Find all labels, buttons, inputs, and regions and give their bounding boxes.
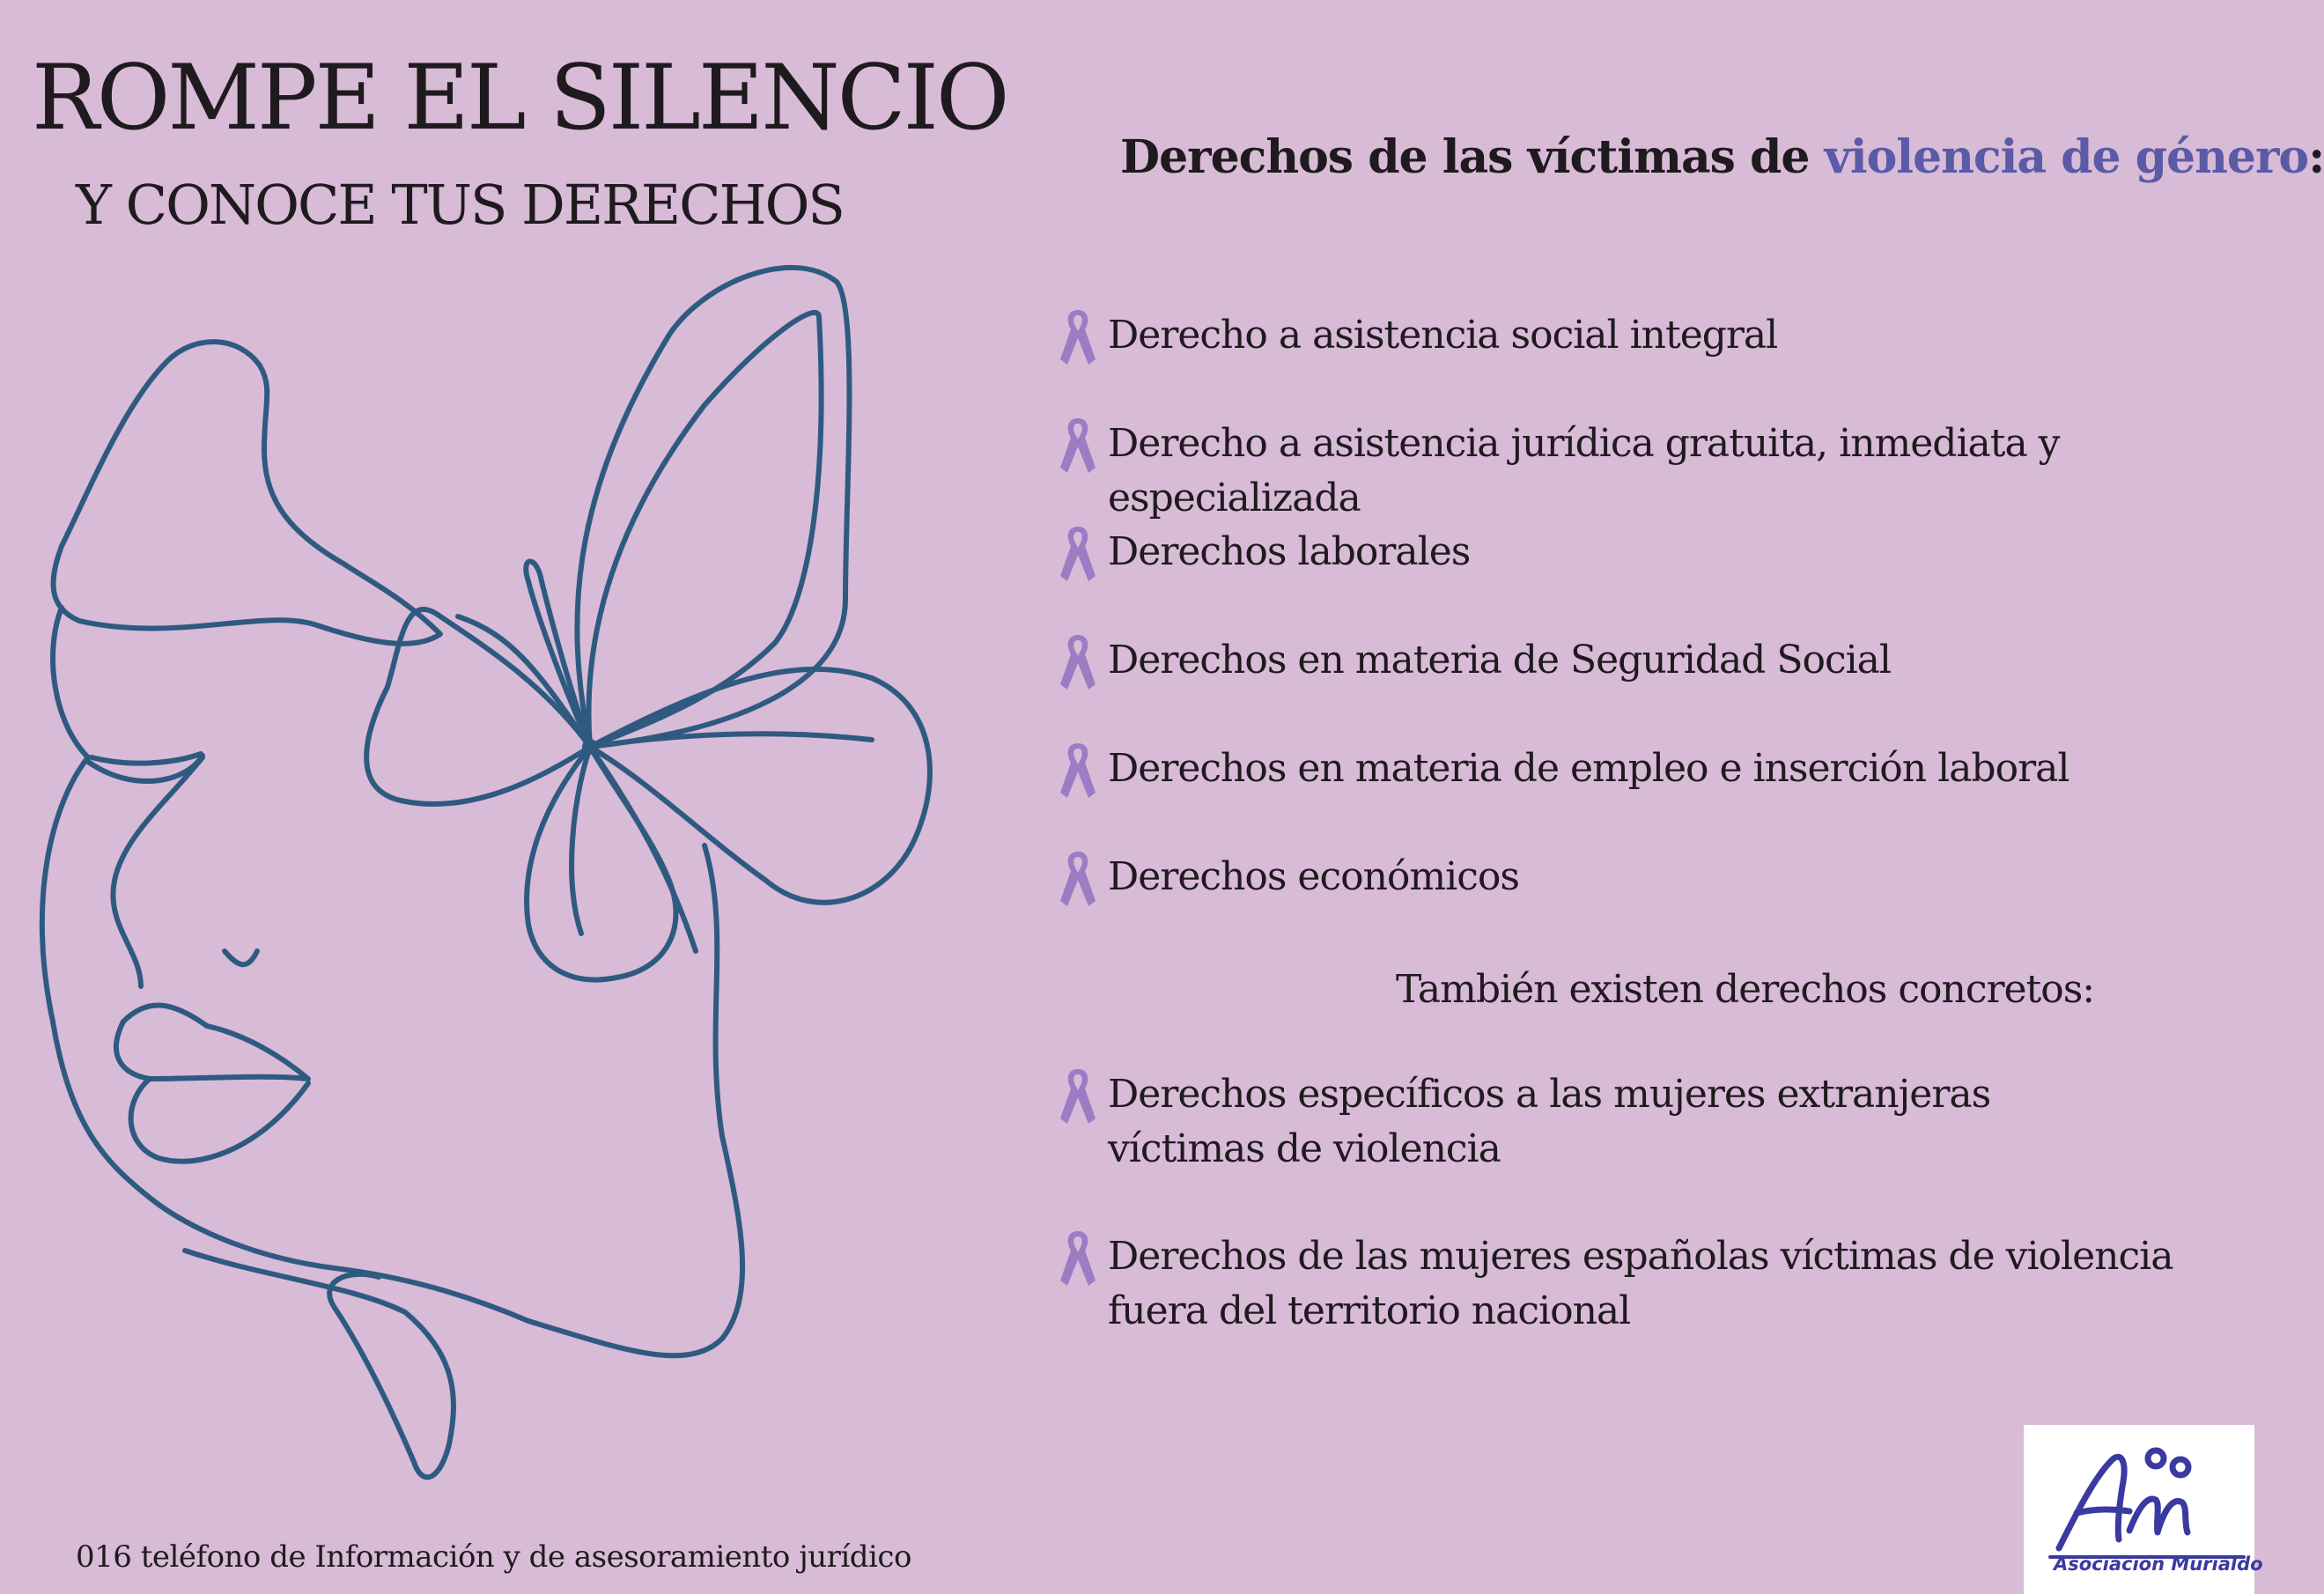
face-butterfly-line-art	[0, 229, 969, 1532]
list-item	[1057, 742, 2069, 803]
right-item-text: Derecho a asistencia jurídica gratuita, inmediata y especializada	[1108, 421, 2060, 520]
specific-right-text: Derechos específicos a las mujeres extranjeras víctimas de violencia	[1108, 1072, 1991, 1171]
list-item	[1057, 1067, 1990, 1177]
awareness-ribbon-icon	[1057, 848, 1099, 911]
right-item-text: Derecho a asistencia social integral	[1108, 313, 1778, 358]
awareness-ribbon-icon	[1057, 415, 1099, 478]
list-item	[1057, 525, 1470, 587]
rights-heading-highlight: violencia de género	[1824, 130, 2309, 184]
awareness-ribbon-icon	[1057, 631, 1099, 695]
poster-subtitle: Y CONOCE TUS DERECHOS	[76, 173, 844, 237]
also-label: También existen derechos concretos:	[1396, 967, 2095, 1012]
awareness-ribbon-icon	[1057, 1228, 1099, 1291]
rights-heading	[1120, 130, 2324, 184]
list-item	[1057, 417, 2246, 526]
list-item	[1057, 1229, 2173, 1339]
specific-right-text: Derechos de las mujeres españolas víctimas de violencia fuera del territorio nacional	[1108, 1234, 2173, 1333]
footer-phone-info: 016 teléfono de Información y de asesoramiento jurídico	[76, 1539, 911, 1575]
logo-name: Asociación Murialdo	[2054, 1553, 2263, 1575]
list-item	[1057, 850, 1519, 911]
right-item-text: Derechos en materia de Seguridad Social	[1108, 638, 1891, 683]
list-item	[1057, 633, 1891, 695]
list-item	[1057, 308, 1777, 370]
awareness-ribbon-icon	[1057, 1066, 1099, 1129]
poster-title: ROMPE EL SILENCIO	[32, 46, 1007, 151]
right-item-text: Derechos económicos	[1108, 854, 1519, 899]
murialdo-logo-icon	[2024, 1425, 2254, 1557]
right-item-text: Derechos en materia de empleo e inserción laboral	[1108, 746, 2069, 791]
right-item-text: Derechos laborales	[1108, 529, 1471, 574]
awareness-ribbon-icon	[1057, 523, 1099, 587]
asociacion-murialdo-logo	[2024, 1425, 2263, 1594]
awareness-ribbon-icon	[1057, 306, 1099, 370]
rights-heading-suffix: :	[2308, 130, 2324, 184]
awareness-ribbon-icon	[1057, 740, 1099, 803]
rights-heading-prefix: Derechos de las víctimas de	[1120, 130, 1825, 184]
